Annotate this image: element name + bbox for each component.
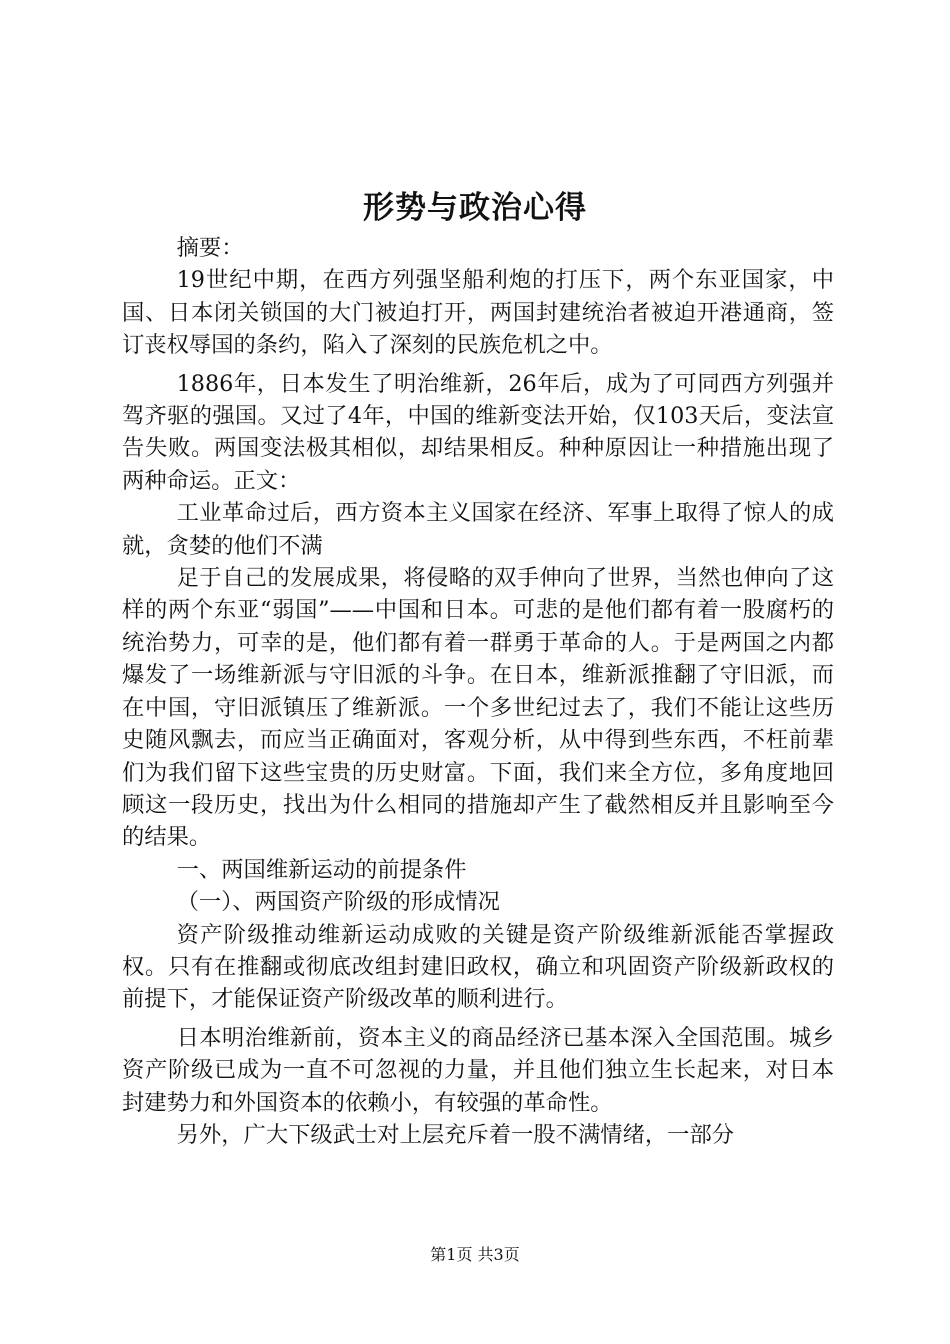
- paragraph: 1886年，日本发生了明治维新，26年后，成为了可同西方列强并驾齐驱的强国。又过了4年，中国的维新变法开始，仅103天后，变法宣告失败。两国变法极其相似，却结果相反。种种原因让一种措施出现了两种命运。正文：: [122, 370, 834, 494]
- section-heading: 一、两国维新运动的前提条件: [176, 856, 467, 883]
- paragraph: 工业革命过后，西方资本主义国家在经济、军事上取得了惊人的成就，贪婪的他们不满: [122, 500, 834, 559]
- paragraph: 足于自己的发展成果，将侵略的双手伸向了世界，当然也伸向了这样的两个东亚“弱国”——中国和日本。可悲的是他们都有着一股腐朽的统治势力，可幸的是，他们都有着一群勇于革命的人。于是两国之内都爆发了一场维新派与守旧派的斗争。在日本，维新派推翻了守旧派，而在中国，守旧派镇压了维新派。一个多世纪过去了，我们不能让这些历史随风飘去，而应当正确面对，客观分析，从中得到些东西，不枉前辈们为我们留下这些宝贵的历史财富。下面，我们来全方位，多角度地回顾这一段历史，找出为什么相同的措施却产生了截然相反并且影响至今的结果。: [122, 565, 834, 851]
- paragraph-abstract-label: 摘要：: [176, 235, 244, 261]
- paragraph: 19世纪中期，在西方列强坚船利炮的打压下，两个东亚国家，中国、日本闭关锁国的大门被迫打开，两国封建统治者被迫开港通商，签订丧权辱国的条约，陷入了深刻的民族危机之中。: [122, 267, 834, 359]
- subsection-heading: （一）、两国资产阶级的形成情况: [176, 889, 500, 916]
- paragraph: 日本明治维新前，资本主义的商品经济已基本深入全国范围。城乡资产阶级已成为一直不可忽视的力量，并且他们独立生长起来，对日本封建势力和外国资本的依赖小，有较强的革命性。: [122, 1024, 834, 1116]
- paragraph: 另外，广大下级武士对上层充斥着一股不满情绪，一部分: [176, 1121, 735, 1148]
- page-footer: 第1页 共3页: [430, 1245, 520, 1264]
- paragraph: 资产阶级推动维新运动成败的关键是资产阶级维新派能否掌握政权。只有在推翻或彻底改组封建旧政权，确立和巩固资产阶级新政权的前提下，才能保证资产阶级改革的顺利进行。: [122, 921, 834, 1013]
- document-body: [122, 232, 834, 1151]
- page-title: 形势与政治心得: [363, 190, 587, 226]
